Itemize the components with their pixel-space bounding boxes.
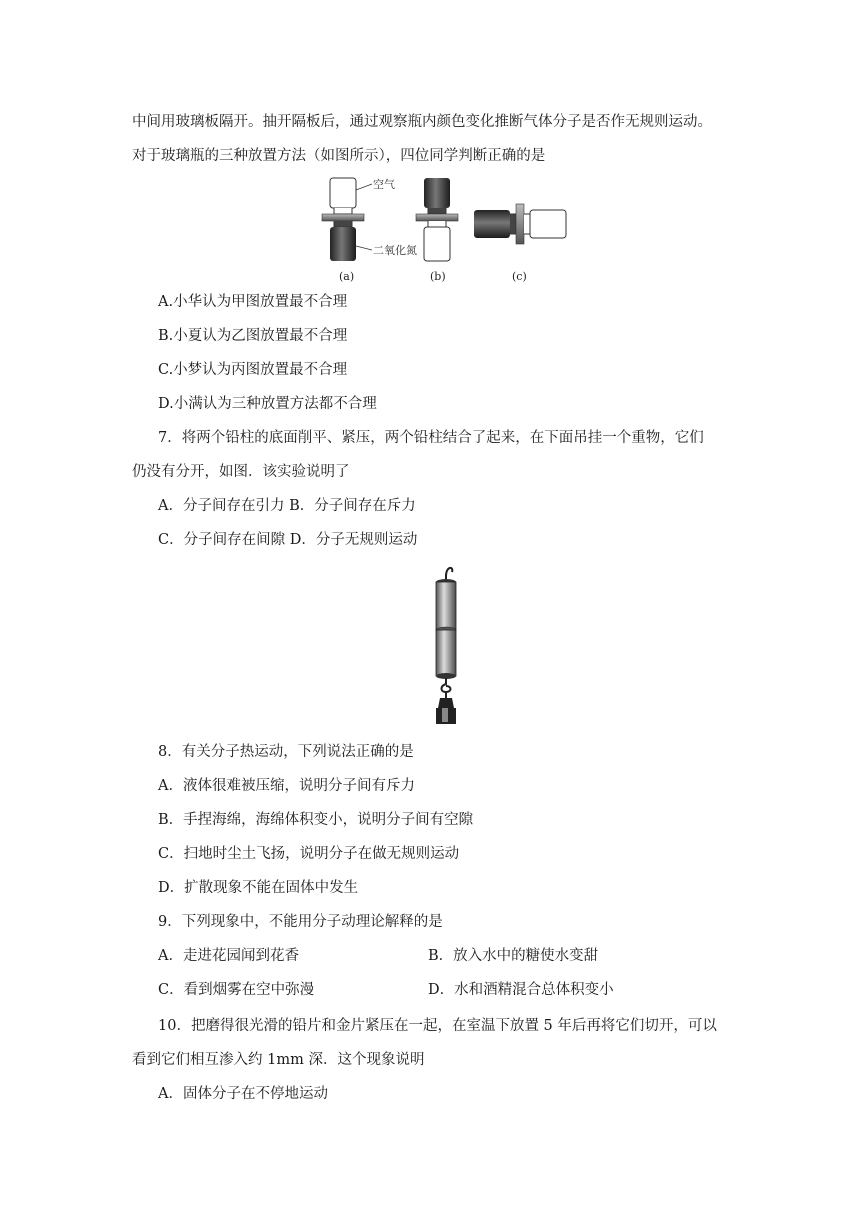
q9-option-a: A．走进花园闻到花香 xyxy=(158,948,299,964)
label-no2: 二氧化氮 xyxy=(373,244,417,257)
q10-text-line1: 10．把磨得很光滑的铅片和金片紧压在一起，在室温下放置 5 年后再将它们切开，可以 xyxy=(158,1018,717,1034)
q7-options-row1: A．分子间存在引力 B．分子间存在斥力 xyxy=(158,498,416,514)
q10-option-a: A．固体分子在不停地运动 xyxy=(158,1086,328,1102)
q6-text-line1: 中间用玻璃板隔开。抽开隔板后，通过观察瓶内颜色变化推断气体分子是否作无规则运动。 xyxy=(132,114,712,130)
q6-option-c: C.小梦认为丙图放置最不合理 xyxy=(158,362,348,378)
q9-option-d: D．水和酒精混合总体积变小 xyxy=(428,982,614,998)
q8-stem: 8．有关分子热运动，下列说法正确的是 xyxy=(158,744,414,760)
caption-a: (a) xyxy=(339,270,355,283)
jar-setup-b xyxy=(416,178,458,283)
q10-text-line2: 看到它们相互渗入约 1mm 深．这个现象说明 xyxy=(132,1052,425,1068)
jar-setup-a xyxy=(322,177,417,283)
q9-option-b: B．放入水中的糖使水变甜 xyxy=(428,948,599,964)
q6-option-a: A.小华认为甲图放置最不合理 xyxy=(158,294,348,310)
q6-option-b: B.小夏认为乙图放置最不合理 xyxy=(158,328,348,344)
q9-stem: 9．下列现象中，不能用分子动理论解释的是 xyxy=(158,914,443,930)
jar-setup-c xyxy=(474,204,566,283)
caption-c: (c) xyxy=(512,270,527,283)
label-air: 空气 xyxy=(373,178,395,191)
q8-option-c: C．扫地时尘土飞扬，说明分子在做无规则运动 xyxy=(158,846,460,862)
q8-option-d: D．扩散现象不能在固体中发生 xyxy=(158,880,359,896)
q6-option-d: D.小满认为三种放置方法都不合理 xyxy=(158,396,377,412)
q9-option-c: C．看到烟雾在空中弥漫 xyxy=(158,982,315,998)
lead-cylinders-figure xyxy=(426,562,466,726)
gas-diffusion-figure xyxy=(318,172,578,284)
q7-text-line2: 仍没有分开，如图．该实验说明了 xyxy=(132,464,350,480)
q8-option-a: A．液体很难被压缩，说明分子间有斥力 xyxy=(158,778,415,794)
q8-option-b: B．手捏海绵，海绵体积变小，说明分子间有空隙 xyxy=(158,812,474,828)
caption-b: (b) xyxy=(430,270,446,283)
q7-options-row2: C．分子间存在间隙 D．分子无规则运动 xyxy=(158,532,418,548)
q6-text-line2: 对于玻璃瓶的三种放置方法（如图所示），四位同学判断正确的是 xyxy=(132,148,546,164)
q7-text-line1: 7．将两个铅柱的底面削平、紧压，两个铅柱结合了起来，在下面吊挂一个重物，它们 xyxy=(158,430,704,446)
